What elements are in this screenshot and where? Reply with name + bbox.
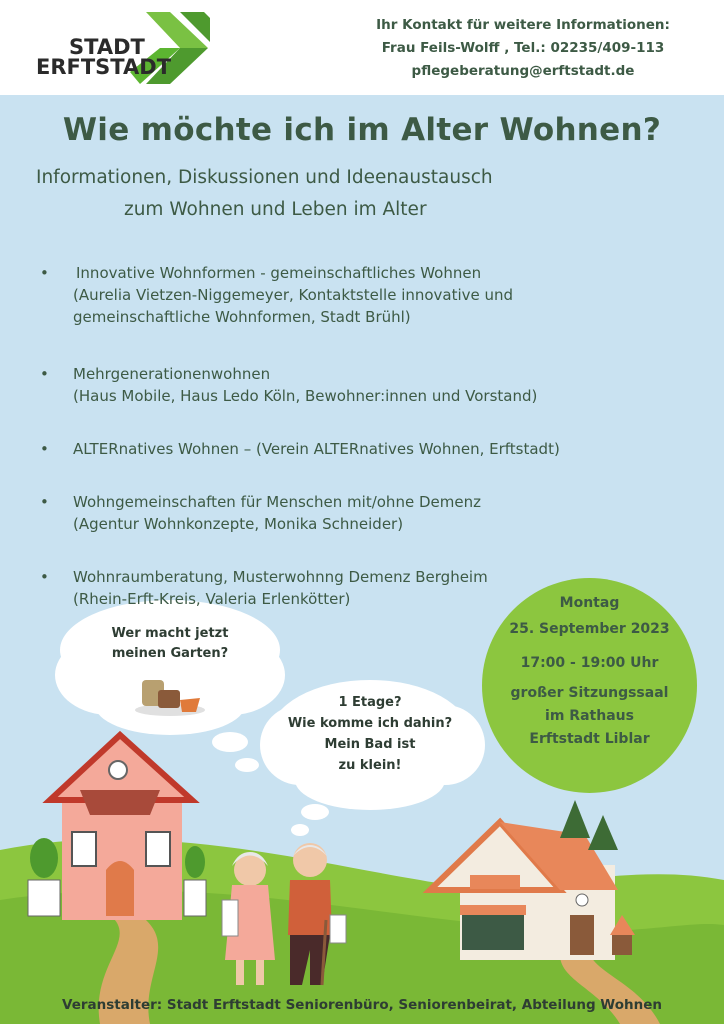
cloud-2-line-4: zu klein! xyxy=(338,758,402,773)
event-place-3: Erftstadt Liblar xyxy=(529,731,650,747)
topic-list xyxy=(40,262,680,610)
event-place-2: im Rathaus xyxy=(545,708,634,724)
topic-title: Innovative Wohnformen - gemeinschaftliches Wohnen xyxy=(76,264,482,282)
topic-detail: (Agentur Wohnkonzepte, Monika Schneider) xyxy=(73,515,404,533)
event-place-1: großer Sitzungssaal xyxy=(510,685,669,701)
right-house-icon xyxy=(430,800,635,960)
topic-detail: gemeinschaftliche Wohnformen, Stadt Brühl) xyxy=(73,308,411,326)
bullet: • xyxy=(40,365,49,383)
subtitle-line-2: zum Wohnen und Leben im Alter xyxy=(124,199,427,220)
logo-line-1: STADT xyxy=(69,35,145,59)
left-house-icon xyxy=(28,735,206,920)
page-title: Wie möchte ich im Alter Wohnen? xyxy=(62,112,662,148)
topic-title: Wohngemeinschaften für Menschen mit/ohne Demenz xyxy=(73,493,481,511)
topic-detail: (Rhein-Erft-Kreis, Valeria Erlenkötter) xyxy=(73,590,351,608)
cloud-1-line-1: Wer macht jetzt xyxy=(111,626,229,641)
event-day: Montag xyxy=(559,595,620,611)
bullet: • xyxy=(40,493,49,511)
cloud-1-line-2: meinen Garten? xyxy=(111,646,229,661)
bullet: • xyxy=(40,264,49,282)
event-details xyxy=(482,590,697,751)
thought-cloud-1-text xyxy=(90,624,250,664)
topic-item xyxy=(40,262,680,328)
contact-person-phone: Frau Feils-Wolff , Tel.: 02235/409-113 xyxy=(381,40,665,56)
cloud-2-line-2: Wie komme ich dahin? xyxy=(287,716,453,731)
subtitle-line-1: Informationen, Diskussionen und Ideenaustausch xyxy=(36,167,493,188)
topic-title: Mehrgenerationenwohnen xyxy=(73,365,271,383)
contact-email[interactable]: pflegeberatung@erftstadt.de xyxy=(411,63,635,79)
bullet: • xyxy=(40,440,49,458)
bullet: • xyxy=(40,568,49,586)
event-time: 17:00 - 19:00 Uhr xyxy=(520,655,659,671)
cloud-2-line-3: Mein Bad ist xyxy=(324,737,416,752)
organizer-footer: Veranstalter: Stadt Erftstadt Seniorenbüro, Seniorenbeirat, Abteilung Wohnen xyxy=(62,997,662,1013)
topic-detail: (Haus Mobile, Haus Ledo Köln, Bewohner:innen und Vorstand) xyxy=(73,387,538,405)
topic-title: Wohnraumberatung, Musterwohnng Demenz Bergheim xyxy=(73,568,488,586)
topic-item xyxy=(40,363,680,407)
subtitle xyxy=(36,162,576,226)
thought-cloud-2-text xyxy=(280,692,460,776)
topic-detail: (Aurelia Vietzen-Niggemeyer, Kontaktstelle innovative und xyxy=(73,286,514,304)
logo-line-2: ERFTSTADT xyxy=(36,55,172,79)
topic-title: ALTERnatives Wohnen – (Verein ALTERnatives Wohnen, Erftstadt) xyxy=(73,440,560,458)
event-date: 25. September 2023 xyxy=(509,621,670,637)
topic-item xyxy=(40,438,680,460)
cloud-2-line-1: 1 Etage? xyxy=(338,695,402,710)
contact-heading: Ihr Kontakt für weitere Informationen: xyxy=(376,17,670,33)
topic-item xyxy=(40,491,680,535)
